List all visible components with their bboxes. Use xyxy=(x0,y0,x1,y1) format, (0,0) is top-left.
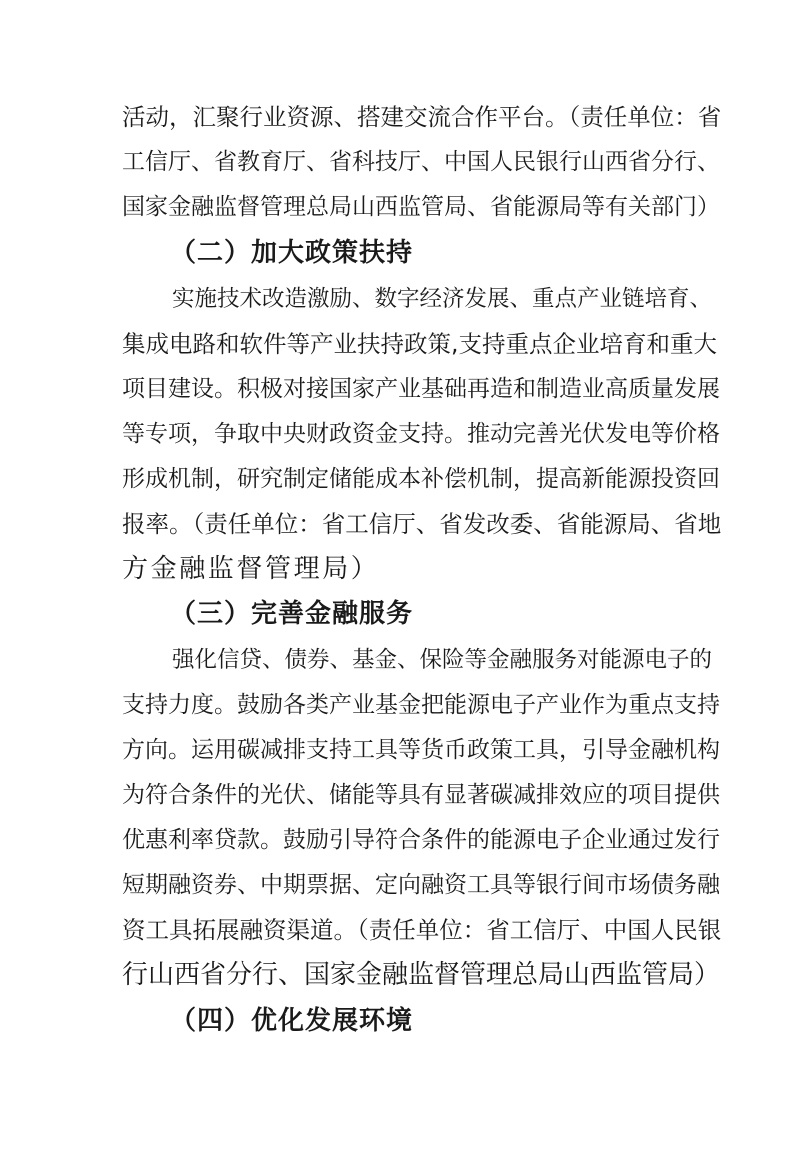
paragraph-2-line-5: 形成机制，研究制定储能成本补偿机制，提高新能源投资回 xyxy=(122,466,720,492)
paragraph-3-line-8: 行山西省分行、国家金融监督管理总局山西监管局） xyxy=(122,960,721,990)
paragraph-2-line-3: 项目建设。积极对接国家产业基础再造和制造业高质量发展 xyxy=(122,376,720,402)
paragraph-2-line-7: 方金融监督管理局） xyxy=(122,554,380,584)
paragraph-3-line-1: 强化信贷、债券、基金、保险等金融服务对能源电子的 xyxy=(172,647,713,673)
paragraph-2-line-6: 报率。（责任单位：省工信厅、省发改委、省能源局、省地 xyxy=(122,510,722,538)
paragraph-2-line-4: 等专项，争取中央财政资金支持。推动完善光伏发电等价格 xyxy=(122,421,720,447)
section-heading-4: （四）优化发展环境 xyxy=(170,1006,414,1036)
paragraph-3-line-7: 资工具拓展融资渠道。（责任单位：省工信厅、中国人民银 xyxy=(122,916,722,944)
paragraph-2-line-1: 实施技术改造激励、数字经济发展、重点产业链培育、 xyxy=(172,286,713,312)
paragraph-1-line-3: 国家金融监督管理总局山西监管局、省能源局等有关部门） xyxy=(122,194,720,220)
paragraph-3-line-3: 方向。运用碳减排支持工具等货币政策工具，引导金融机构 xyxy=(122,737,720,763)
paragraph-3-line-4: 为符合条件的光伏、储能等具有显著碳减排效应的项目提供 xyxy=(122,782,720,808)
paragraph-3-line-6: 短期融资券、中期票据、定向融资工具等银行间市场债务融 xyxy=(122,872,720,898)
paragraph-1-line-2: 工信厅、省教育厅、省科技厅、中国人民银行山西省分行、 xyxy=(122,149,720,175)
section-heading-2: （二）加大政策扶持 xyxy=(170,238,414,268)
paragraph-1-line-1: 活动，汇聚行业资源、搭建交流合作平台。（责任单位：省 xyxy=(122,103,722,131)
paragraph-2-line-2: 集成电路和软件等产业扶持政策,支持重点企业培育和重大 xyxy=(122,330,717,358)
paragraph-3-line-5: 优惠利率贷款。鼓励引导符合条件的能源电子企业通过发行 xyxy=(122,827,720,853)
section-heading-3: （三）完善金融服务 xyxy=(170,599,414,629)
paragraph-3-line-2: 支持力度。鼓励各类产业基金把能源电子产业作为重点支持 xyxy=(122,692,720,718)
